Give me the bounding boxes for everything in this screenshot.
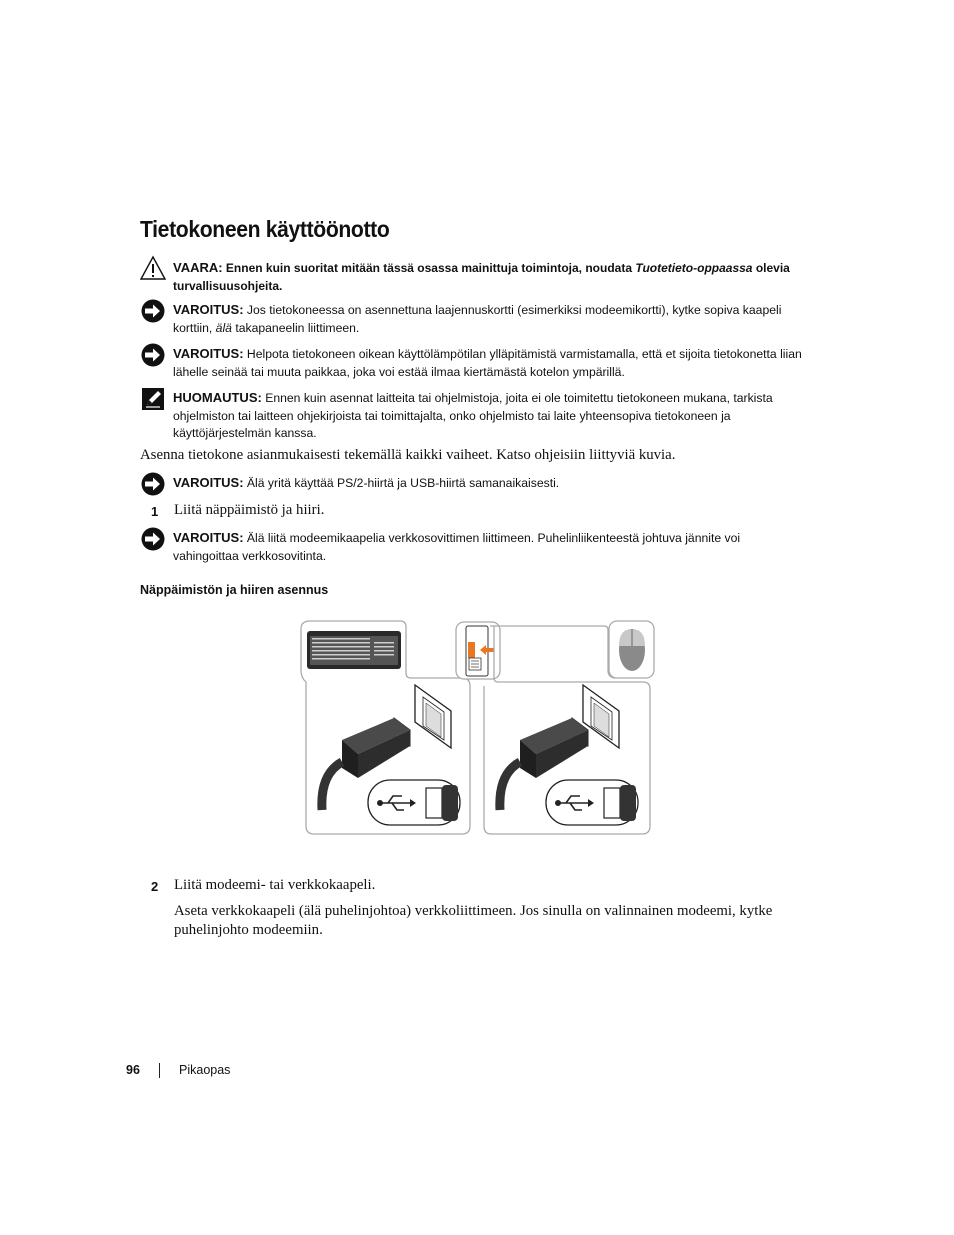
step-text: Liitä modeemi- tai verkkokaapeli. — [174, 877, 376, 893]
usb-port-socket-right — [604, 788, 620, 818]
caution-text: VAROITUS: Helpota tietokoneen oikean käyttölämpötilan ylläpitämistä varmistamalla, että et sijoita tietokonetta liian lähelle seinää tai muuta paikkaa, joka voi estää ilmaa kiertämästä kotelon ympärillä. — [173, 346, 802, 379]
notice-arrow-icon — [140, 526, 166, 552]
caution-text: VAROITUS: Älä liitä modeemikaapelia verkkosovittimen liittimeen. Puhelinliikenteestä johtuva jännite voi vahingoittaa verkkosovitinta. — [173, 530, 741, 563]
step-number: 2 — [151, 879, 159, 894]
step-text: Liitä näppäimistö ja hiiri. — [174, 502, 325, 518]
note-compatibility — [140, 386, 810, 440]
keyboard-mouse-connection-illustration — [298, 618, 658, 840]
keyboard-icon — [307, 631, 401, 669]
notice-arrow-icon — [140, 342, 166, 368]
caution-text: VAROITUS: Älä yritä käyttää PS/2-hiirtä ja USB-hiirtä samanaikaisesti. — [173, 475, 560, 490]
page-title: Tietokoneen käyttöönotto — [140, 216, 390, 242]
caution-text: VAROITUS: Jos tietokoneessa on asennettuna laajennuskortti (esimerkiksi modeemikortti), kytke sopiva kaapeli korttiin, älä takapaneelin liittimeen. — [173, 302, 782, 335]
warning-triangle-icon — [140, 255, 166, 281]
caution-note-expansion-card — [140, 298, 810, 334]
step-number: 1 — [151, 504, 159, 519]
caution-note-ps2 — [140, 471, 810, 497]
notice-arrow-icon — [140, 298, 166, 324]
caution-note-temperature — [140, 342, 810, 378]
usb-port-socket-left — [426, 788, 442, 818]
caution-note-modem — [140, 526, 810, 562]
warning-text: VAARA: Ennen kuin suoritat mitään tässä osassa mainittuja toimintoja, noudata Tuotetieto-oppaassa olevia turvallisuusohjeita. — [173, 260, 790, 293]
footer-separator — [159, 1063, 160, 1078]
note-pencil-icon — [140, 386, 166, 412]
warning-note — [140, 255, 810, 291]
page-number: 96 — [126, 1063, 140, 1077]
figure-caption: Näppäimistön ja hiiren asennus — [140, 583, 329, 597]
note-text: HUOMAUTUS: Ennen kuin asennat laitteita tai ohjelmistoja, joita ei ole toimitettu tietokoneen mukana, tarkista ohjelmiston tai laitteen ohjekirjoista tai toimittajalta, onko ohjelmisto tai laite yhteensopiva tietokoneen ja käyttöjärjestelmän kanssa. — [173, 390, 773, 440]
intro-paragraph: Asenna tietokone asianmukaisesti tekemällä kaikki vaiheet. Katso ohjeisiin liittyviä kuvia. — [140, 447, 676, 463]
footer-section: Pikaopas — [179, 1063, 231, 1077]
step-detail: Aseta verkkokaapeli (älä puhelinjohtoa) verkkoliittimeen. Jos sinulla on valinnainen modeemi, kytke puhelinjohto modeemiin. — [174, 903, 773, 938]
notice-arrow-icon — [140, 471, 166, 497]
mouse-icon — [619, 629, 645, 671]
